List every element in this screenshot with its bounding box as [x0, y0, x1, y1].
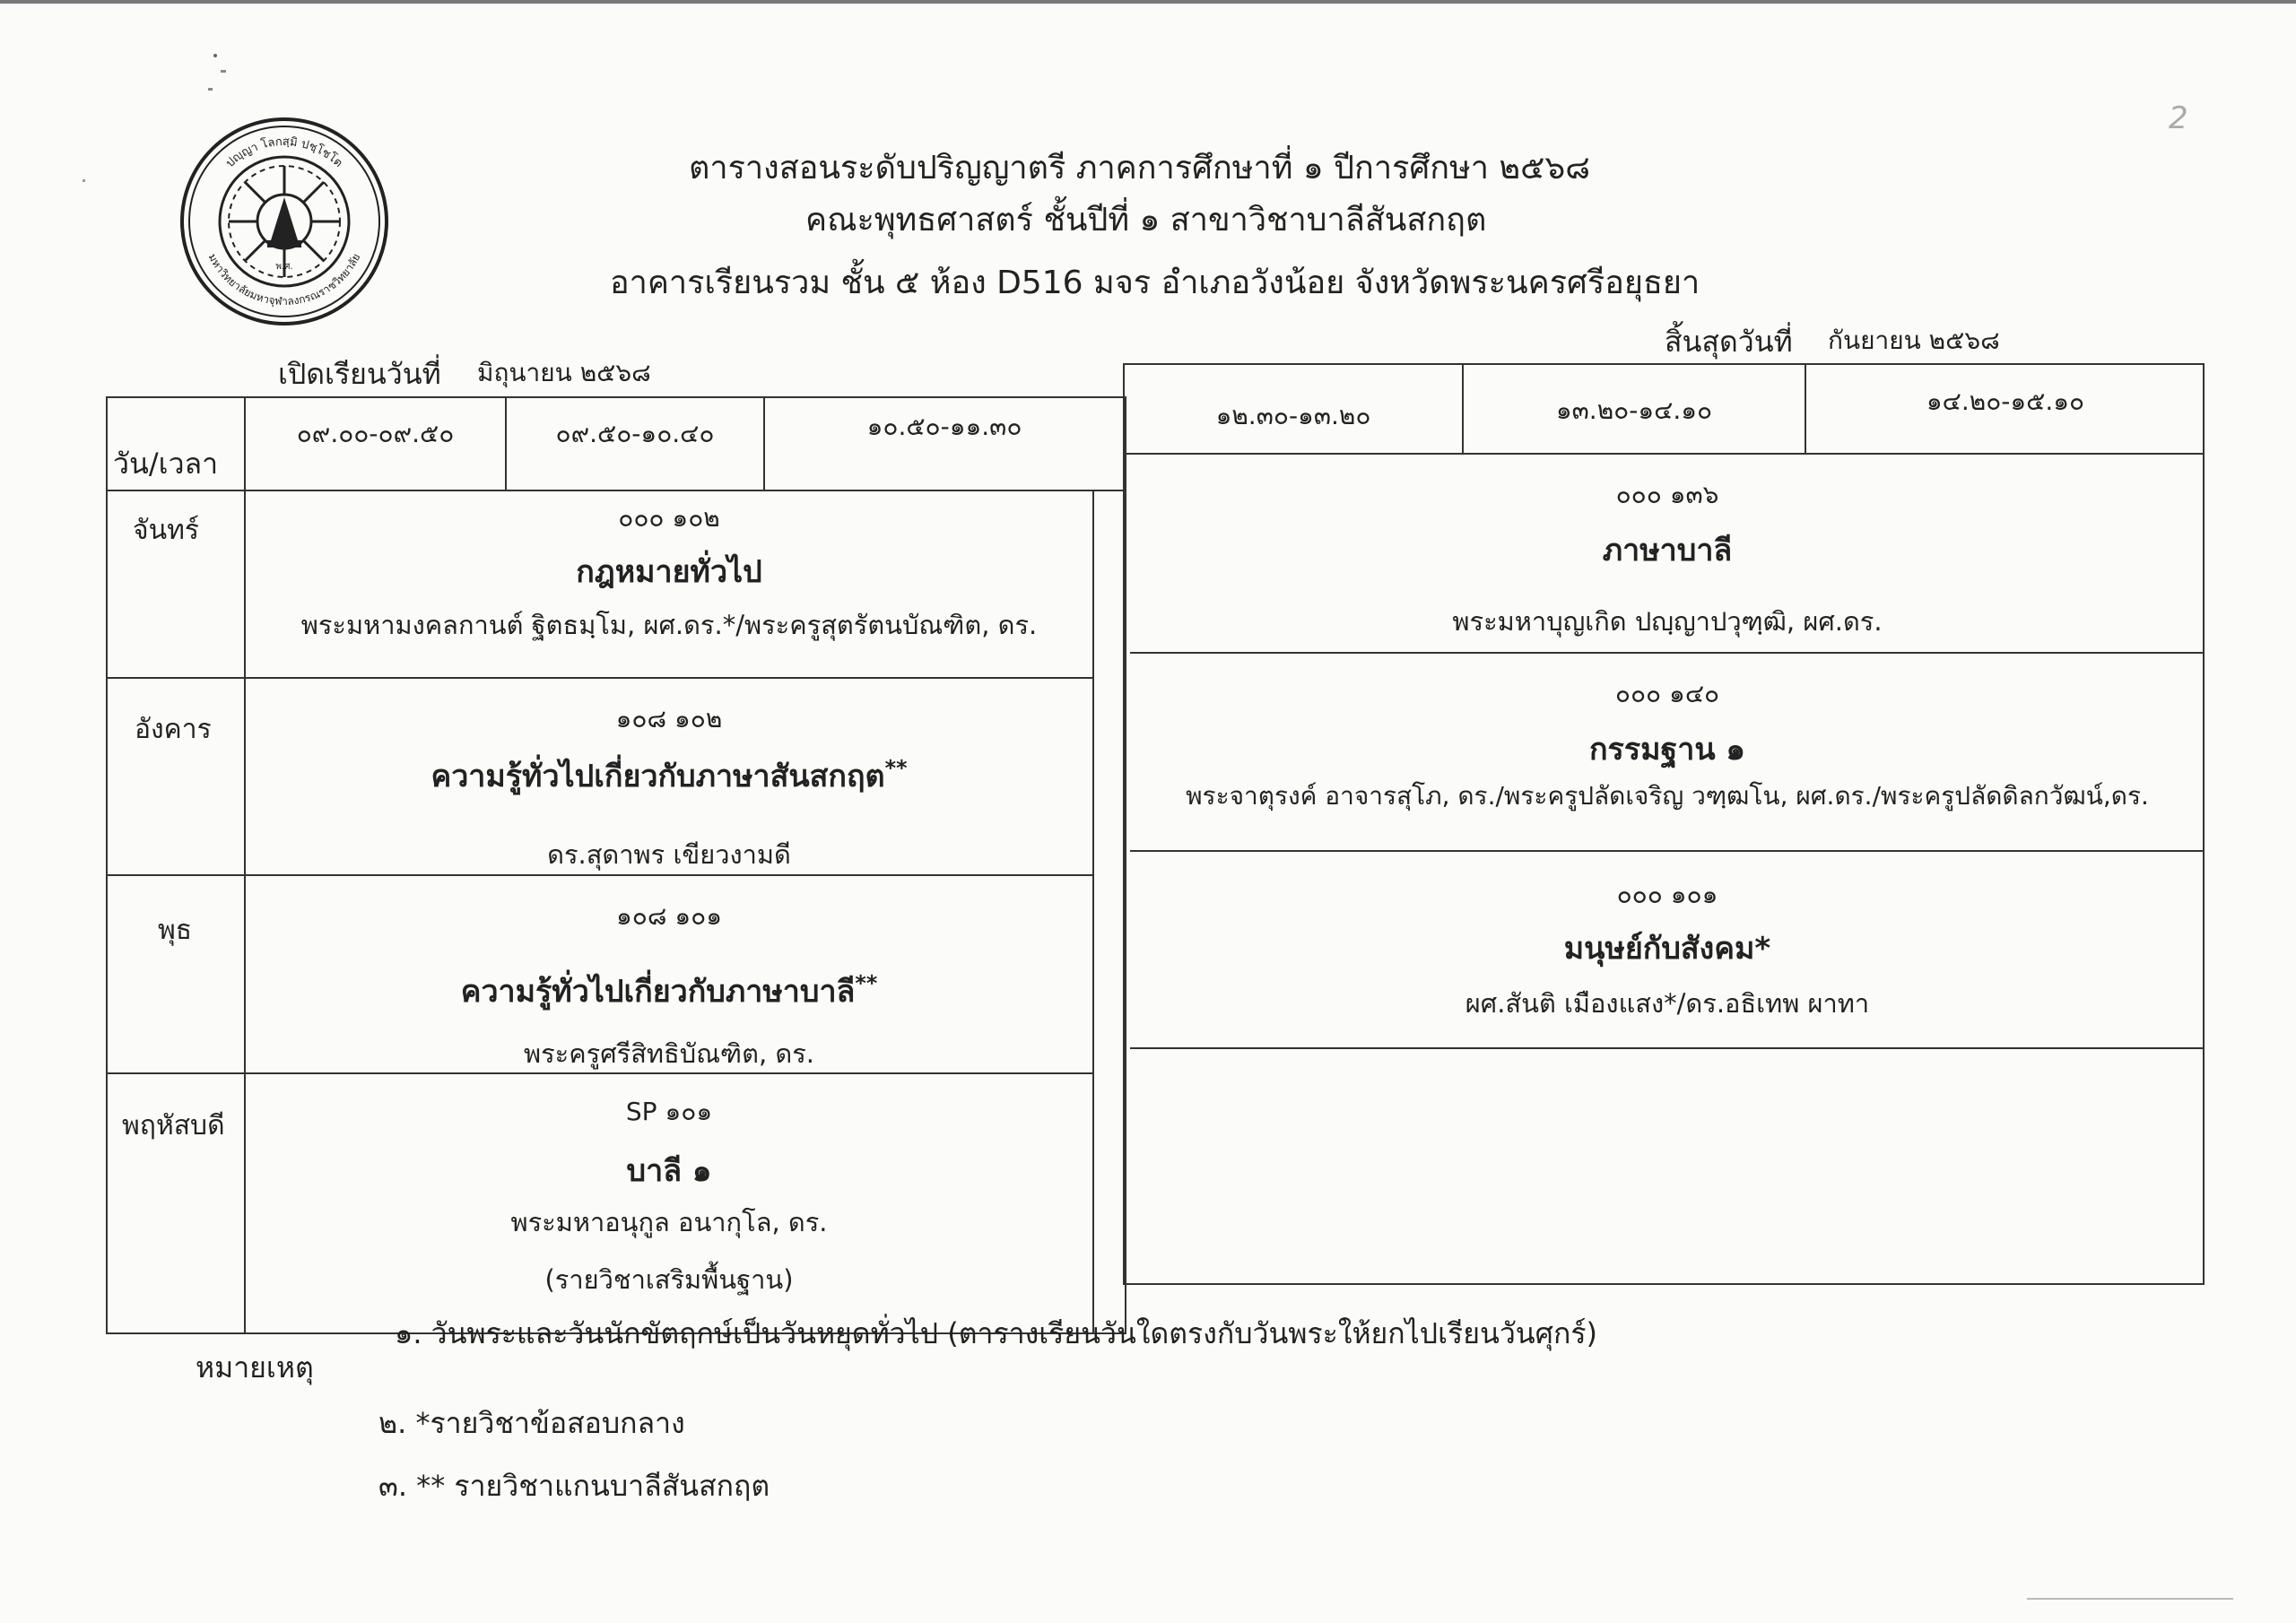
time-slot: ๐๙.๕๐-๑๐.๔๐ [555, 419, 715, 448]
scan-speck [213, 54, 217, 57]
course-instructor: พระครูศรีสิทธิบัณฑิต, ดร. [523, 1038, 815, 1069]
course-code: ๑๐๘ ๑๐๑ [615, 901, 722, 931]
course-note: (รายวิชาเสริมพื้นฐาน) [544, 1264, 794, 1295]
course-code: ๑๐๘ ๑๐๒ [615, 704, 723, 733]
page-mark: 2 [2169, 100, 2188, 136]
scan-top-edge [0, 0, 2296, 4]
course-instructor: ดร.สุดาพร เขียวงามดี [547, 839, 791, 870]
course-code: ๐๐๐ ๑๐๒ [618, 503, 720, 533]
row-divider [106, 490, 1126, 491]
header-title: ตารางสอนระดับปริญญาตรี ภาคการศึกษาที่ ๑ ปีการศึกษา ๒๕๖๘ [689, 150, 1591, 187]
time-slot: ๐๙.๐๐-๐๙.๕๐ [296, 419, 455, 448]
time-slot: ๑๒.๓๐-๑๓.๒๐ [1215, 401, 1371, 430]
note-item: ๑. วันพระและวันนักขัตฤกษ์เป็นวันหยุดทั่วไป (ตารางเรียนวันใดตรงกับวันพระให้ยกไปเรียนวันศุกร์) [395, 1316, 1598, 1350]
scan-speck [208, 88, 213, 91]
row-divider [1130, 850, 2205, 852]
course-code: ๐๐๐ ๑๔๐ [1614, 679, 1720, 708]
row-divider [1130, 1047, 2205, 1049]
course-code: SP ๑๐๑ [625, 1097, 713, 1126]
time-slot: ๑๓.๒๐-๑๔.๑๐ [1555, 395, 1713, 425]
scan-mark [2027, 1598, 2233, 1600]
start-date-label: เปิดเรียนวันที่ [278, 357, 441, 391]
course-instructor: พระมหาอนุกูล อนากุโล, ดร. [510, 1207, 828, 1237]
svg-text:พ.ศ.: พ.ศ. [275, 262, 293, 272]
course-name-wrap [246, 751, 1092, 800]
day-label: พุธ [158, 915, 193, 946]
course-instructor: ผศ.สันติ เมืองแสง*/ดร.อธิเทพ ผาทา [1465, 988, 1870, 1019]
seal-emblem-icon [178, 115, 391, 328]
time-slot: ๑๔.๒๐-๑๕.๑๐ [1926, 386, 2085, 416]
row-divider [106, 677, 1092, 679]
note-item: ๒. *รายวิชาข้อสอบกลาง [378, 1406, 685, 1440]
row-divider [1123, 453, 2205, 455]
course-name-wrap [246, 967, 1092, 1015]
course-mark: ** [855, 970, 878, 996]
course-name: มนุษย์กับสังคม* [1563, 931, 1771, 967]
course-instructor: พระจาตุรงค์ อาจารสุโภ, ดร./พระครูปลัดเจริญ วฑฺฒโน, ผศ.ดร./พระครูปลัดดิลกวัฒน์,ดร. [1186, 781, 2149, 811]
course-instructor: พระมหามงคลกานต์ ฐิตธมฺโม, ผศ.ดร.*/พระครูสุตรัตนบัณฑิต, ดร. [300, 610, 1038, 640]
course-name: กรรมฐาน ๑ [1588, 732, 1746, 768]
end-date-value: กันยายน ๒๕๖๘ [1828, 325, 2000, 355]
course-code: ๐๐๐ ๑๓๖ [1615, 480, 1719, 509]
notes-label: หมายเหตุ [196, 1350, 314, 1384]
col-divider [1092, 490, 1094, 1334]
corner-header: วัน/เวลา [113, 447, 219, 481]
start-date-value: มิถุนายน ๒๕๖๘ [477, 358, 651, 387]
svg-text:มหาวิทยาลัยมหาจุฬาลงกรณราชวิทย: มหาวิทยาลัยมหาจุฬาลงกรณราชวิทยาลัย [205, 251, 363, 308]
time-slot: ๑๐.๕๐-๑๑.๓๐ [866, 412, 1022, 441]
course-name: ความรู้ทั่วไปเกี่ยวกับภาษาบาลี [460, 974, 856, 1010]
course-name: กฎหมายทั่วไป [576, 554, 762, 590]
day-label: จันทร์ [133, 515, 199, 546]
end-date-label: สิ้นสุดวันที่ [1665, 325, 1793, 359]
course-mark: ** [884, 755, 908, 781]
university-seal [178, 115, 391, 328]
day-label: พฤหัสบดี [122, 1110, 225, 1141]
course-name: ความรู้ทั่วไปเกี่ยวกับภาษาสันสกฤต [430, 759, 885, 794]
scan-speck [83, 179, 85, 182]
svg-text:ปญฺญา โลกสฺมิ ปชฺโชโต: ปญฺญา โลกสฺมิ ปชฺโชโต [223, 135, 345, 170]
course-instructor: พระมหาบุญเกิด ปญฺญาปวุฑฺฒิ, ผศ.ดร. [1452, 606, 1883, 637]
course-name: บาลี ๑ [626, 1153, 712, 1189]
note-item: ๓. ** รายวิชาแกนบาลีสันสกฤต [378, 1469, 770, 1503]
day-label: อังคาร [135, 714, 212, 745]
course-code: ๐๐๐ ๑๐๑ [1616, 880, 1718, 909]
header-location: อาคารเรียนรวม ชั้น ๕ ห้อง D516 มจร อำเภอวังน้อย จังหวัดพระนครศรีอยุธยา [610, 265, 1700, 301]
course-name: ภาษาบาลี [1602, 533, 1733, 568]
row-divider [1130, 652, 2205, 654]
header-faculty: คณะพุทธศาสตร์ ชั้นปีที่ ๑ สาขาวิชาบาลีสันสกฤต [805, 202, 1487, 239]
scan-speck [221, 70, 226, 73]
